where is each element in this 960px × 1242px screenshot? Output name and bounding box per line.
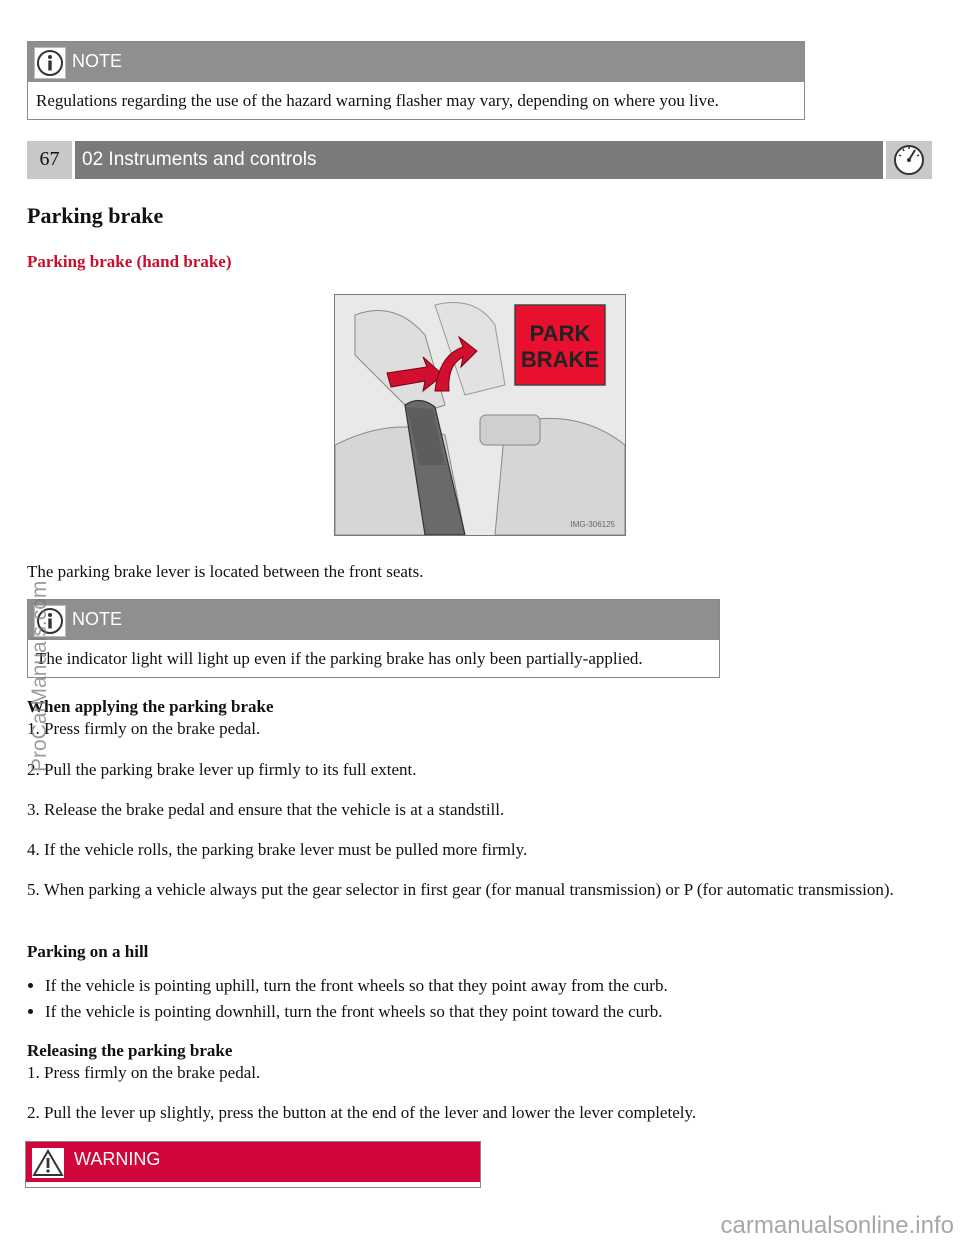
applying-step-3: 3. Release the brake pedal and ensure that the vehicle is at a standstill. (27, 800, 505, 819)
list-item: • If the vehicle is pointing downhill, turn the front wheels so that they point toward the curb. (45, 1001, 945, 1023)
side-watermark: ProCarManuals.com (28, 580, 51, 772)
parking-brake-illustration (334, 294, 626, 536)
intro-text: The parking brake lever is located between the front seats. (27, 562, 424, 581)
note-header (28, 600, 719, 640)
hill-heading: Parking on a hill (27, 942, 149, 961)
releasing-heading: Releasing the parking brake (27, 1041, 233, 1060)
image-code: IMG-306125 (570, 520, 615, 529)
note-text: Regulations regarding the use of the hazard warning flasher may vary, depending on where you live. (36, 91, 719, 110)
releasing-step-1: 1. Press firmly on the brake pedal. (27, 1063, 261, 1082)
park-label: PARK (529, 321, 591, 346)
note-text: The indicator light will light up even if the parking brake has only been partially-applied. (36, 649, 643, 668)
chapter-title: 02 Instruments and controls (82, 149, 317, 170)
warning-title: WARNING (74, 1149, 161, 1169)
note-header (28, 42, 804, 82)
applying-step-2: 2. Pull the parking brake lever up firmly to its full extent. (27, 760, 417, 779)
note-title: NOTE (72, 51, 123, 71)
page-number: 67 (27, 141, 72, 179)
section-subheading: Parking brake (hand brake) (27, 252, 232, 271)
warning-header (26, 1142, 480, 1182)
chapter-bar (75, 141, 883, 179)
top-note-box (27, 41, 805, 120)
section-heading: Parking brake (27, 203, 164, 228)
list-item: • If the vehicle is pointing uphill, turn the front wheels so that they point away from the curb. (45, 975, 945, 997)
note-title: NOTE (72, 609, 123, 629)
applying-step-5: 5. When parking a vehicle always put the gear selector in first gear (for manual transmission) or P (for automatic transmission). (27, 880, 894, 899)
speedometer-icon (886, 141, 932, 179)
warning-box (25, 1141, 481, 1188)
applying-heading: When applying the parking brake (27, 697, 274, 716)
bottom-watermark: carmanualsonline.info (720, 1212, 954, 1239)
info-icon (34, 47, 66, 79)
releasing-step-2: 2. Pull the lever up slightly, press the button at the end of the lever and lower the lever completely. (27, 1103, 697, 1122)
applying-step-1: 1. Press firmly on the brake pedal. (27, 719, 261, 738)
applying-step-4: 4. If the vehicle rolls, the parking brake lever must be pulled more firmly. (27, 840, 528, 859)
hill-list (27, 975, 945, 1027)
warning-triangle-icon (32, 1148, 64, 1178)
indicator-note-box (27, 599, 720, 678)
brake-label: BRAKE (520, 347, 600, 372)
